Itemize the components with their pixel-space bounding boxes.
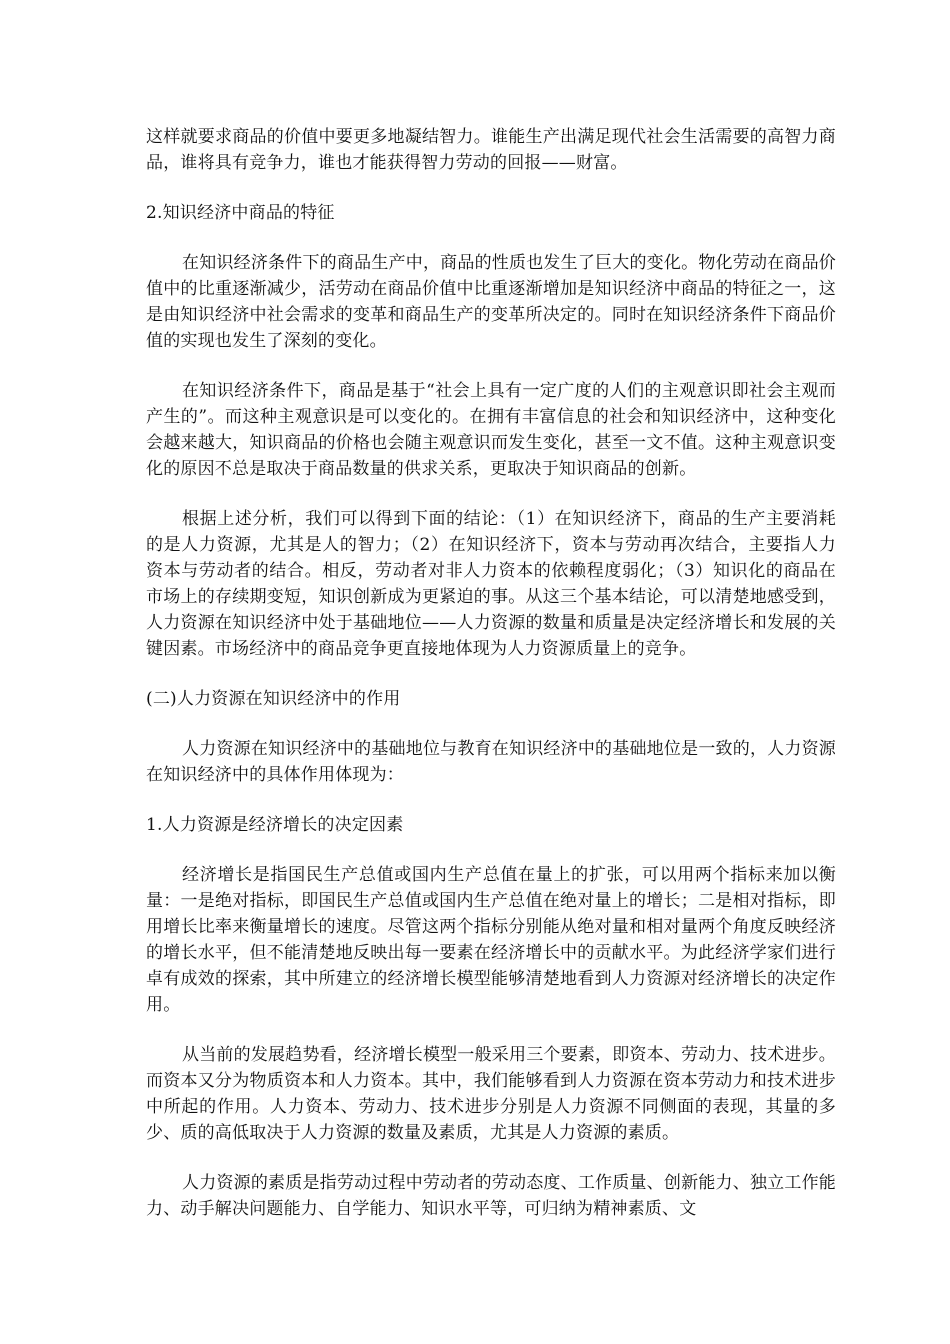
paragraph-subjective-consciousness: 在知识经济条件下，商品是基于“社会上具有一定广度的人们的主观意识即社会主观而产生的”。而这种主观意识是可以变化的。在拥有丰富信息的社会和知识经济中，这种变化会越来越大，知识商品的价格也会随主观意识而发生变化，甚至一文不值。这种主观意识变化的原因不总是取决于商品数量的供求关系，更取决于知识商品的创新。 xyxy=(146,381,836,479)
document-page xyxy=(146,124,836,1246)
paragraph-growth-model: 从当前的发展趋势看，经济增长模型一般采用三个要素，即资本、劳动力、技术进步。而资本又分为物质资本和人力资本。其中，我们能够看到人力资源在资本劳动力和技术进步中所起的作用。人力资本、劳动力、技术进步分别是人力资源不同侧面的表现，其量的多少、质的高低取决于人力资源的数量及素质，尤其是人力资源的素质。 xyxy=(146,1045,836,1143)
section-heading-hr-role: (二)人力资源在知识经济中的作用 xyxy=(146,689,401,709)
section-heading-growth-factor: 1.人力资源是经济增长的决定因素 xyxy=(146,815,404,835)
paragraph-hr-basis: 人力资源在知识经济中的基础地位与教育在知识经济中的基础地位是一致的，人力资源在知识经济中的具体作用体现为： xyxy=(146,739,836,785)
paragraph-conclusions: 根据上述分析，我们可以得到下面的结论：（1）在知识经济下，商品的生产主要消耗的是人力资源，尤其是人的智力；（2）在知识经济下，资本与劳动再次结合，主要指人力资本与劳动者的结合。相反，劳动者对非人力资本的依赖程度弱化；（3）知识化的商品在市场上的存续期变短，知识创新成为更紧迫的事。从这三个基本结论，可以清楚地感受到，人力资源在知识经济中处于基础地位——人力资源的数量和质量是决定经济增长和发展的关键因素。市场经济中的商品竞争更直接地体现为人力资源质量上的竞争。 xyxy=(146,509,836,659)
paragraph-intro: 这样就要求商品的价值中要更多地凝结智力。谁能生产出满足现代社会生活需要的高智力商品，谁将具有竞争力，谁也才能获得智力劳动的回报——财富。 xyxy=(146,127,836,173)
paragraph-commodity-nature: 在知识经济条件下的商品生产中，商品的性质也发生了巨大的变化。物化劳动在商品价值中的比重逐渐减少，活劳动在商品价值中比重逐渐增加是知识经济中商品的特征之一，这是由知识经济中社会需求的变革和商品生产的变革所决定的。同时在知识经济条件下商品价值的实现也发生了深刻的变化。 xyxy=(146,253,836,351)
paragraph-economic-growth: 经济增长是指国民生产总值或国内生产总值在量上的扩张，可以用两个指标来加以衡量：一是绝对指标，即国民生产总值或国内生产总值在绝对量上的增长；二是相对指标，即用增长比率来衡量增长的速度。尽管这两个指标分别能从绝对量和相对量两个角度反映经济的增长水平，但不能清楚地反映出每一要素在经济增长中的贡献水平。为此经济学家们进行卓有成效的探索，其中所建立的经济增长模型能够清楚地看到人力资源对经济增长的决定作用。 xyxy=(146,865,836,1015)
section-heading-commodity-features: 2.知识经济中商品的特征 xyxy=(146,203,335,223)
paragraph-hr-quality: 人力资源的素质是指劳动过程中劳动者的劳动态度、工作质量、创新能力、独立工作能力、动手解决问题能力、自学能力、知识水平等，可归纳为精神素质、文 xyxy=(146,1173,836,1219)
